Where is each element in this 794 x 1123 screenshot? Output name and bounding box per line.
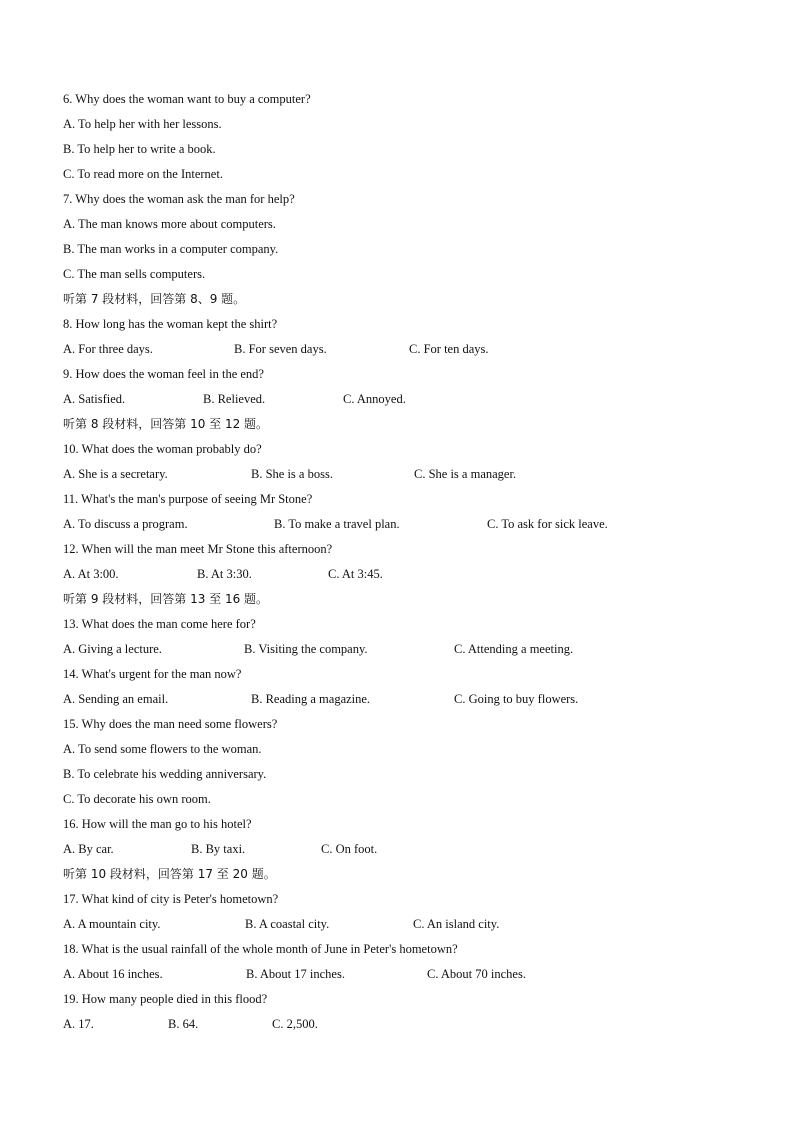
option-14b: B. Reading a magazine.: [251, 692, 371, 706]
option-11a: A. To discuss a program.: [63, 517, 188, 531]
option-18b: B. About 17 inches.: [246, 967, 345, 981]
option-14c: C. Going to buy flowers.: [454, 692, 579, 706]
option-17a: A. A mountain city.: [63, 917, 161, 931]
option-19a: A. 17.: [63, 1017, 94, 1031]
options-17: [63, 914, 743, 939]
option-8b: B. For seven days.: [234, 342, 327, 356]
option-8a: A. For three days.: [63, 342, 153, 356]
question-19: 19. How many people died in this flood?: [63, 992, 268, 1006]
option-7c: C. The man sells computers.: [63, 267, 206, 281]
options-16: [63, 839, 743, 864]
question-11: 11. What's the man's purpose of seeing Mr Stone?: [63, 492, 313, 506]
option-6b: B. To help her to write a book.: [63, 142, 216, 156]
option-10c: C. She is a manager.: [414, 467, 517, 481]
question-18: 18. What is the usual rainfall of the whole month of June in Peter's hometown?: [63, 942, 458, 956]
option-9c: C. Annoyed.: [343, 392, 406, 406]
option-10b: B. She is a boss.: [251, 467, 333, 481]
question-16: 16. How will the man go to his hotel?: [63, 817, 252, 831]
option-12a: A. At 3:00.: [63, 567, 119, 581]
question-10: 10. What does the woman probably do?: [63, 442, 262, 456]
question-12: 12. When will the man meet Mr Stone this afternoon?: [63, 542, 333, 556]
option-13c: C. Attending a meeting.: [454, 642, 574, 656]
option-7a: A. The man knows more about computers.: [63, 217, 276, 231]
option-10a: A. She is a secretary.: [63, 467, 168, 481]
question-7: 7. Why does the woman ask the man for help?: [63, 192, 295, 206]
option-9b: B. Relieved.: [203, 392, 266, 406]
option-12c: C. At 3:45.: [328, 567, 383, 581]
section-heading-9: 听第 9 段材料，回答第 13 至 16 题。: [63, 592, 269, 606]
option-7b: B. The man works in a computer company.: [63, 242, 279, 256]
option-15b: B. To celebrate his wedding anniversary.: [63, 767, 267, 781]
option-15a: A. To send some flowers to the woman.: [63, 742, 262, 756]
options-13: [63, 639, 743, 664]
options-14: [63, 689, 743, 714]
option-13b: B. Visiting the company.: [244, 642, 368, 656]
option-19b: B. 64.: [168, 1017, 199, 1031]
option-8c: C. For ten days.: [409, 342, 489, 356]
option-6a: A. To help her with her lessons.: [63, 117, 222, 131]
option-6c: C. To read more on the Internet.: [63, 167, 223, 181]
question-13: 13. What does the man come here for?: [63, 617, 256, 631]
option-17c: C. An island city.: [413, 917, 500, 931]
question-9: 9. How does the woman feel in the end?: [63, 367, 264, 381]
option-13a: A. Giving a lecture.: [63, 642, 162, 656]
option-18a: A. About 16 inches.: [63, 967, 163, 981]
options-19: [63, 1014, 743, 1039]
option-16a: A. By car.: [63, 842, 114, 856]
option-18c: C. About 70 inches.: [427, 967, 526, 981]
options-9: [63, 389, 743, 414]
options-11: [63, 514, 743, 539]
option-19c: C. 2,500.: [272, 1017, 318, 1031]
option-14a: A. Sending an email.: [63, 692, 169, 706]
option-11c: C. To ask for sick leave.: [487, 517, 608, 531]
section-heading-7: 听第 7 段材料，回答第 8、9 题。: [63, 292, 246, 306]
question-6: 6. Why does the woman want to buy a computer?: [63, 92, 311, 106]
option-17b: B. A coastal city.: [245, 917, 330, 931]
section-heading-10: 听第 10 段材料，回答第 17 至 20 题。: [63, 867, 276, 881]
options-12: [63, 564, 743, 589]
question-14: 14. What's urgent for the man now?: [63, 667, 242, 681]
option-15c: C. To decorate his own room.: [63, 792, 211, 806]
option-9a: A. Satisfied.: [63, 392, 126, 406]
option-16b: B. By taxi.: [191, 842, 246, 856]
options-10: [63, 464, 743, 489]
options-18: [63, 964, 743, 989]
options-8: [63, 339, 743, 364]
question-8: 8. How long has the woman kept the shirt?: [63, 317, 278, 331]
question-15: 15. Why does the man need some flowers?: [63, 717, 278, 731]
question-17: 17. What kind of city is Peter's hometown?: [63, 892, 279, 906]
option-16c: C. On foot.: [321, 842, 378, 856]
section-heading-8: 听第 8 段材料，回答第 10 至 12 题。: [63, 417, 269, 431]
option-12b: B. At 3:30.: [197, 567, 252, 581]
exam-page: [63, 89, 743, 1039]
option-11b: B. To make a travel plan.: [274, 517, 400, 531]
